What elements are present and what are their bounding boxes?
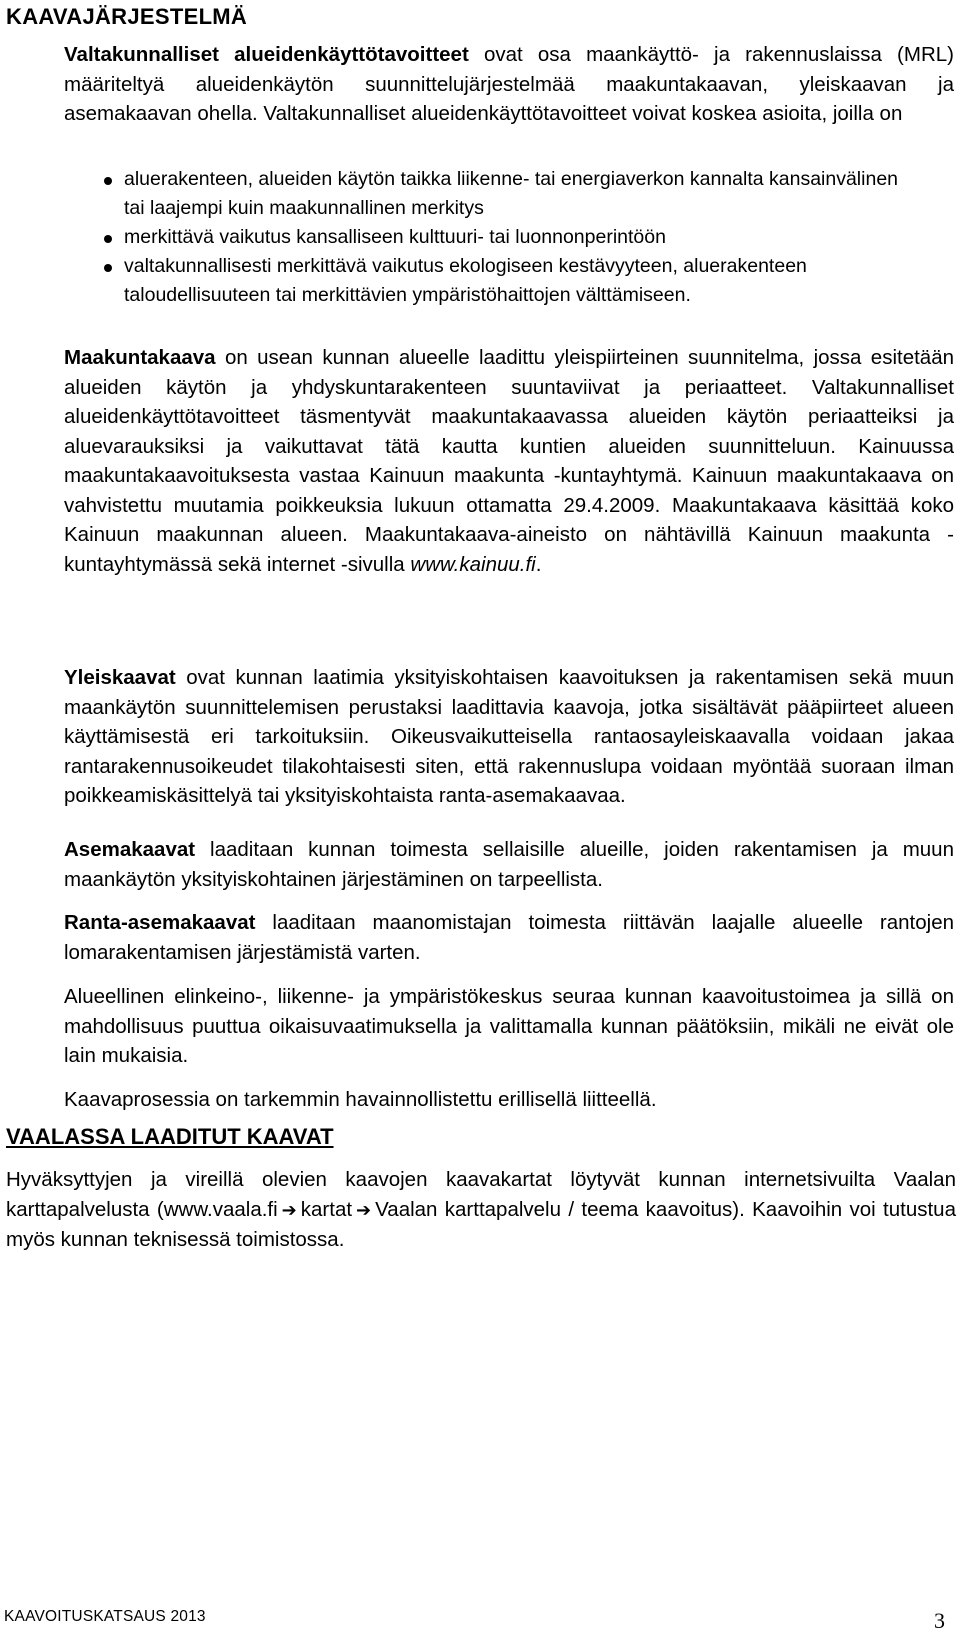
page-heading: KAAVAJÄRJESTELMÄ	[6, 4, 248, 29]
intro-paragraph	[64, 40, 954, 129]
section-heading-vaala: VAALASSA LAADITUT KAAVAT	[6, 1124, 334, 1149]
bullet-dot-icon	[104, 235, 112, 243]
vaala-text-1: Hyväksyttyjen ja vireillä olevien kaavojen kaavakartat löytyvät kunnan internetsivuilta Vaalan karttapalvelusta (www.vaala.fi	[6, 1168, 956, 1221]
maakuntakaava-paragraph	[64, 343, 954, 579]
bullet-text: merkittävä vaikutus kansalliseen kulttuuri- tai luonnonperintöön	[124, 226, 666, 248]
asemakaavat-term: Asemakaavat	[64, 838, 196, 861]
right-arrow-icon: ➔	[281, 1199, 297, 1221]
asemakaavat-paragraph	[64, 835, 954, 894]
vaala-paragraph	[6, 1165, 956, 1255]
list-item	[104, 252, 924, 310]
yleiskaavat-term: Yleiskaavat	[64, 666, 176, 689]
ranta-asemakaavat-term: Ranta-asemakaavat	[64, 911, 256, 934]
ely-paragraph: Alueellinen elinkeino-, liikenne- ja ympäristökeskus seuraa kunnan kaavoitustoimea ja sillä on mahdollisuus puuttua oikaisuvaatimuksella ja valittamalla kunnan päätöksiin, mikäli ne eivät ole lain mukaisia.	[64, 985, 954, 1067]
ranta-asemakaavat-paragraph	[64, 908, 954, 967]
maakuntakaava-term: Maakuntakaava	[64, 346, 216, 369]
goals-bullet-list	[104, 165, 924, 310]
page-number: 3	[934, 1608, 945, 1633]
period: .	[535, 552, 542, 576]
ranta-asemakaavat-text: laaditaan maanomistajan toimesta riittävän laajalle alueelle rantojen lomarakentamisen järjestämistä varten.	[64, 911, 954, 964]
intro-term: Valtakunnalliset alueidenkäyttötavoitteet	[64, 43, 469, 66]
vaala-text-2: kartat	[300, 1197, 353, 1221]
intro-text: ovat osa maankäyttö- ja rakennuslaissa (MRL) määriteltyä alueidenkäytön suunnittelujärjestelmää maakuntakaavan, yleiskaavan ja asemakaavan ohella. Valtakunnalliset alueidenkäyttötavoitteet voivat koskea asioita, joilla on	[64, 43, 954, 125]
maakuntakaava-text: on usean kunnan alueelle laadittu yleispiirteinen suunnitelma, jossa esitetään alueiden käytön ja yhdyskuntarakenteen suuntaviivat ja periaatteet. Valtakunnalliset alueidenkäyttötavoitteet täsmentyvät maakuntakaavassa alueiden käytön periaatteiksi ja aluevarauksiksi ja vaikuttavat tätä kautta kuntien alueiden suunnitteluun. Kainuussa maakuntakaavoituksesta vastaa Kainuun maakunta -kuntayhtymä. Kainuun maakuntakaava on vahvistettu muutamia poikkeuksia lukuun ottamatta 29.4.2009. Maakuntakaava käsittää koko Kainuun maakunnan alueen. Maakuntakaava-aineisto on nähtävillä Kainuun maakunta -kuntayhtymässä sekä internet -sivulla	[64, 346, 954, 576]
list-item	[104, 223, 924, 252]
bullet-dot-icon	[104, 264, 112, 272]
kainuu-link[interactable]: www.kainuu.fi	[410, 552, 536, 576]
right-arrow-icon: ➔	[356, 1199, 372, 1221]
footer-title: KAAVOITUSKATSAUS 2013	[4, 1608, 206, 1625]
bullet-text: aluerakenteen, alueiden käytön taikka liikenne- tai energiaverkon kannalta kansainvälinen tai laajempi kuin maakunnallinen merkitys	[124, 168, 899, 219]
bullet-dot-icon	[104, 177, 112, 185]
yleiskaavat-paragraph	[64, 663, 954, 811]
list-item	[104, 165, 924, 223]
yleiskaavat-text: ovat kunnan laatimia yksityiskohtaisen kaavoituksen ja rakentamisen sekä muun maankäytön suunnittelemisen perustaksi laadittavia kaavoja, jotka sisältävät pääpiirteet alueen käyttämisestä eri tarkoituksiin. Oikeusvaikutteisella rantaosayleiskaavalla voidaan jakaa rantarakennusoikeudet tilakohtaisesti siten, että rakennuslupa voidaan myöntää suoraan ilman poikkeamiskäsittelyä tai yksityiskohtaista ranta-asemakaavaa.	[64, 666, 954, 807]
prosessi-paragraph: Kaavaprosessia on tarkemmin havainnollistettu erillisellä liitteellä.	[64, 1088, 657, 1111]
vaala-text-3: Vaalan karttapalvelu / teema kaavoitus). Kaavoihin voi tutustua myös kunnan teknisessä toimistossa.	[6, 1197, 956, 1251]
asemakaavat-text: laaditaan kunnan toimesta sellaisille alueille, joiden rakentamisen ja muun maankäytön yksityiskohtainen järjestäminen on tarpeellista.	[64, 838, 954, 891]
bullet-text: valtakunnallisesti merkittävä vaikutus ekologiseen kestävyyteen, aluerakenteen taloudellisuuteen tai merkittävien ympäristöhaittojen välttämiseen.	[124, 255, 807, 306]
